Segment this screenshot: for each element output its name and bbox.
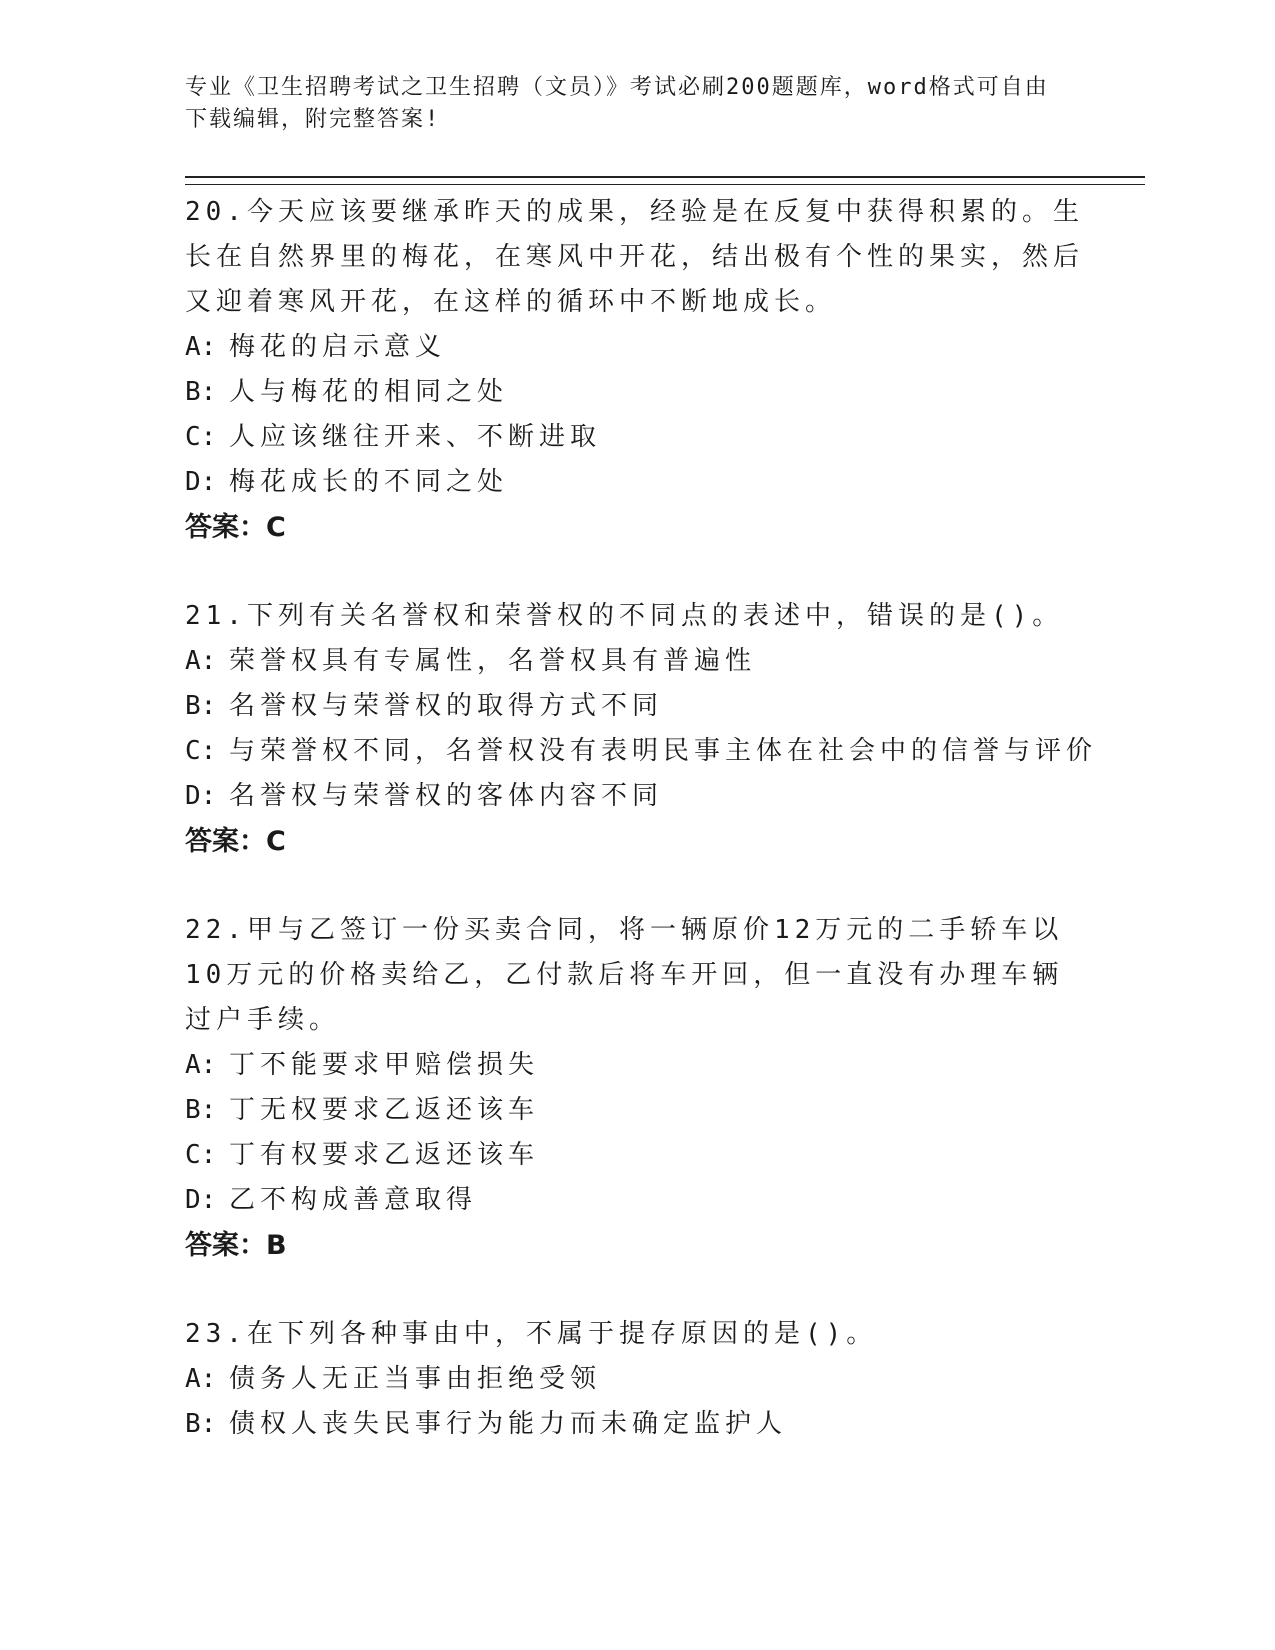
option-text: 丁无权要求乙返还该车 bbox=[229, 1095, 540, 1125]
option-key: C: bbox=[185, 1140, 217, 1170]
question-text: 22.甲与乙签订一份买卖合同，将一辆原价12万元的二手轿车以10万元的价格卖给乙，乙付款后将车开回，但一直没有办理车辆过户手续。 bbox=[185, 915, 1064, 1035]
option-d bbox=[185, 774, 1085, 819]
answer-line: 答案：C bbox=[185, 826, 286, 857]
answer-line: 答案：C bbox=[185, 512, 286, 543]
option-text: 人与梅花的相同之处 bbox=[229, 377, 509, 407]
header-divider bbox=[185, 176, 1145, 185]
option-key: A: bbox=[185, 332, 217, 362]
question-text: 20.今天应该要继承昨天的成果，经验是在反复中获得积累的。生长在自然界里的梅花，在寒风中开花，结出极有个性的果实，然后又迎着寒风开花，在这样的循环中不断地成长。 bbox=[185, 197, 1085, 317]
option-text: 与荣誉权不同，名誉权没有表明民事主体在社会中的信誉与评价 bbox=[229, 736, 1098, 766]
option-text: 丁不能要求甲赔偿损失 bbox=[229, 1050, 540, 1080]
option-c bbox=[185, 415, 1085, 460]
option-text: 梅花的启示意义 bbox=[229, 332, 447, 362]
question-23 bbox=[185, 1312, 1085, 1447]
option-a bbox=[185, 325, 1085, 370]
option-b bbox=[185, 1402, 1085, 1447]
option-c bbox=[185, 729, 1098, 774]
question-text: 21.下列有关名誉权和荣誉权的不同点的表述中，错误的是()。 bbox=[185, 601, 1064, 631]
option-b bbox=[185, 370, 1085, 415]
option-text: 荣誉权具有专属性，名誉权具有普遍性 bbox=[229, 646, 757, 676]
option-c bbox=[185, 1133, 1085, 1178]
option-b bbox=[185, 1088, 1085, 1133]
option-key: A: bbox=[185, 1050, 217, 1080]
option-key: C: bbox=[185, 736, 217, 766]
option-text: 丁有权要求乙返还该车 bbox=[229, 1140, 540, 1170]
answer-line: 答案：B bbox=[185, 1230, 287, 1261]
option-d bbox=[185, 460, 1085, 505]
option-key: A: bbox=[185, 646, 217, 676]
option-key: B: bbox=[185, 377, 217, 407]
option-text: 债权人丧失民事行为能力而未确定监护人 bbox=[229, 1409, 788, 1439]
option-a bbox=[185, 1357, 1085, 1402]
option-d bbox=[185, 1178, 1085, 1223]
option-key: B: bbox=[185, 1409, 217, 1439]
question-21 bbox=[185, 594, 1098, 864]
option-text: 债务人无正当事由拒绝受领 bbox=[229, 1364, 602, 1394]
option-a bbox=[185, 639, 1085, 684]
option-text: 人应该继往开来、不断进取 bbox=[229, 422, 602, 452]
option-a bbox=[185, 1043, 1085, 1088]
question-22 bbox=[185, 908, 1085, 1268]
question-list bbox=[185, 190, 1098, 1491]
option-b bbox=[185, 684, 1085, 729]
option-key: B: bbox=[185, 691, 217, 721]
option-text: 名誉权与荣誉权的客体内容不同 bbox=[229, 781, 664, 811]
option-key: D: bbox=[185, 467, 217, 497]
option-key: D: bbox=[185, 1185, 217, 1215]
question-20 bbox=[185, 190, 1085, 550]
option-text: 梅花成长的不同之处 bbox=[229, 467, 509, 497]
option-key: B: bbox=[185, 1095, 217, 1125]
option-text: 名誉权与荣誉权的取得方式不同 bbox=[229, 691, 664, 721]
option-key: A: bbox=[185, 1364, 217, 1394]
option-text: 乙不构成善意取得 bbox=[229, 1185, 478, 1215]
option-key: D: bbox=[185, 781, 217, 811]
document-header: 专业《卫生招聘考试之卫生招聘（文员）》考试必刷200题题库，word格式可自由下载编辑，附完整答案! bbox=[185, 75, 1049, 132]
option-key: C: bbox=[185, 422, 217, 452]
question-text: 23.在下列各种事由中，不属于提存原因的是()。 bbox=[185, 1319, 878, 1349]
